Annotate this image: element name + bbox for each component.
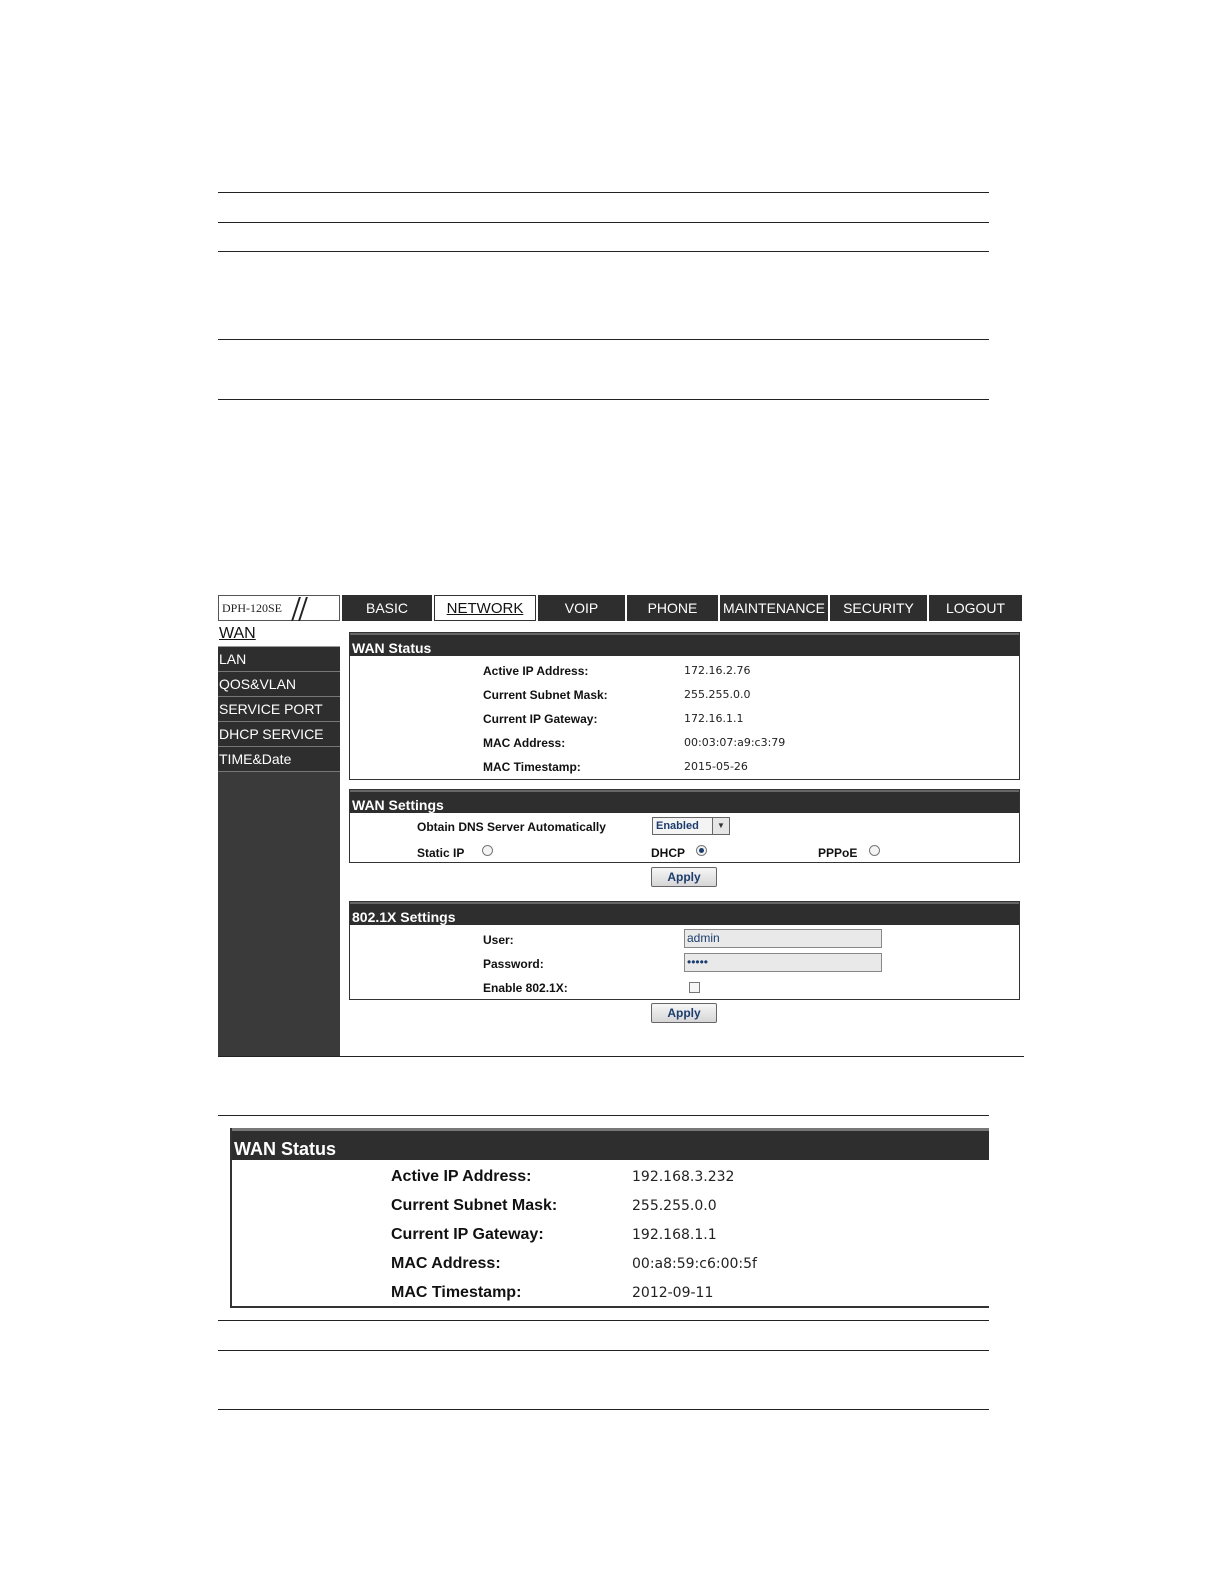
active-ip-value: 172.16.2.76 xyxy=(684,664,751,677)
mac-timestamp-2-value: 2012-09-11 xyxy=(632,1285,714,1301)
rule-7 xyxy=(218,1115,989,1116)
gateway-label: Current IP Gateway: xyxy=(483,712,598,726)
device-model: DPH-120SE xyxy=(222,601,283,615)
wan-apply-button[interactable]: Apply xyxy=(651,867,717,887)
static-ip-label: Static IP xyxy=(417,846,465,860)
user-input[interactable]: admin xyxy=(684,929,882,948)
subnet-mask-2-label: Current Subnet Mask: xyxy=(391,1197,558,1214)
password-label: Password: xyxy=(483,957,544,971)
tab-maintenance[interactable]: MAINTENANCE xyxy=(720,595,828,621)
rule-8 xyxy=(218,1320,989,1321)
network-wan-screenshot xyxy=(218,595,1024,1056)
dhcp-label: DHCP xyxy=(651,846,686,860)
tab-logout[interactable]: LOGOUT xyxy=(929,595,1022,621)
gateway-2-label: Current IP Gateway: xyxy=(391,1226,544,1243)
enable-dot1x-checkbox[interactable] xyxy=(689,982,700,993)
chevron-down-icon: ▼ xyxy=(712,818,729,834)
active-ip-2-label: Active IP Address: xyxy=(391,1168,532,1185)
mac-address-2-value: 00:a8:59:c6:00:5f xyxy=(632,1256,757,1272)
top-navigation xyxy=(218,595,1024,623)
tab-phone[interactable]: PHONE xyxy=(627,595,718,621)
sidebar-item-dhcp-service[interactable]: DHCP SERVICE xyxy=(218,722,340,747)
mac-address-2-label: MAC Address: xyxy=(391,1255,501,1272)
mac-timestamp-2-label: MAC Timestamp: xyxy=(391,1284,522,1301)
pppoe-label: PPPoE xyxy=(818,846,858,860)
rule-5 xyxy=(218,399,989,400)
wan-status-title: WAN Status xyxy=(350,633,1019,656)
enable-dot1x-label: Enable 802.1X: xyxy=(483,981,568,995)
dns-auto-label: Obtain DNS Server Automatically xyxy=(417,820,606,834)
tab-security[interactable]: SECURITY xyxy=(830,595,927,621)
mac-address-label: MAC Address: xyxy=(483,736,566,750)
tab-voip[interactable]: VOIP xyxy=(538,595,625,621)
wan-status-2-title: WAN Status xyxy=(232,1128,989,1160)
rule-6 xyxy=(218,1056,1024,1057)
dot1x-settings-title: 802.1X Settings xyxy=(350,902,1019,925)
pppoe-radio[interactable] xyxy=(869,845,880,856)
rule-9 xyxy=(218,1350,989,1351)
wan-settings-title: WAN Settings xyxy=(350,790,1019,813)
active-ip-2-value: 192.168.3.232 xyxy=(632,1169,735,1185)
wan-settings-panel xyxy=(349,789,1020,863)
subnet-mask-value: 255.255.0.0 xyxy=(684,688,751,701)
mac-address-value: 00:03:07:a9:c3:79 xyxy=(684,736,786,749)
dot1x-apply-button[interactable]: Apply xyxy=(651,1003,717,1023)
rule-3 xyxy=(218,251,989,252)
tab-basic[interactable]: BASIC xyxy=(342,595,432,621)
rule-4 xyxy=(218,339,989,340)
mac-timestamp-label: MAC Timestamp: xyxy=(483,760,581,774)
device-logo xyxy=(218,595,340,621)
active-ip-label: Active IP Address: xyxy=(483,664,589,678)
mac-timestamp-value: 2015-05-26 xyxy=(684,760,748,773)
wan-status-screenshot-2 xyxy=(230,1128,989,1308)
sidebar-item-wan[interactable]: WAN xyxy=(218,622,340,647)
dot1x-settings-panel xyxy=(349,901,1020,1000)
sidebar-item-service-port[interactable]: SERVICE PORT xyxy=(218,697,340,722)
password-input[interactable]: ••••• xyxy=(684,953,882,972)
sidebar-item-time-date[interactable]: TIME&Date xyxy=(218,747,340,772)
sidebar-item-qos-vlan[interactable]: QOS&VLAN xyxy=(218,672,340,697)
sidebar xyxy=(218,622,340,1056)
tab-network[interactable]: NETWORK xyxy=(434,595,536,621)
dns-auto-selected-value: Enabled xyxy=(656,820,699,832)
rule-2 xyxy=(218,222,989,223)
user-label: User: xyxy=(483,933,514,947)
rule-10 xyxy=(218,1409,989,1410)
subnet-mask-label: Current Subnet Mask: xyxy=(483,688,608,702)
rule-1 xyxy=(218,192,989,193)
dhcp-radio[interactable] xyxy=(696,845,707,856)
sidebar-item-lan[interactable]: LAN xyxy=(218,647,340,672)
gateway-2-value: 192.168.1.1 xyxy=(632,1227,717,1243)
static-ip-radio[interactable] xyxy=(482,845,493,856)
wan-status-panel xyxy=(349,632,1020,780)
gateway-value: 172.16.1.1 xyxy=(684,712,744,725)
dns-auto-select[interactable] xyxy=(652,817,730,835)
subnet-mask-2-value: 255.255.0.0 xyxy=(632,1198,717,1214)
